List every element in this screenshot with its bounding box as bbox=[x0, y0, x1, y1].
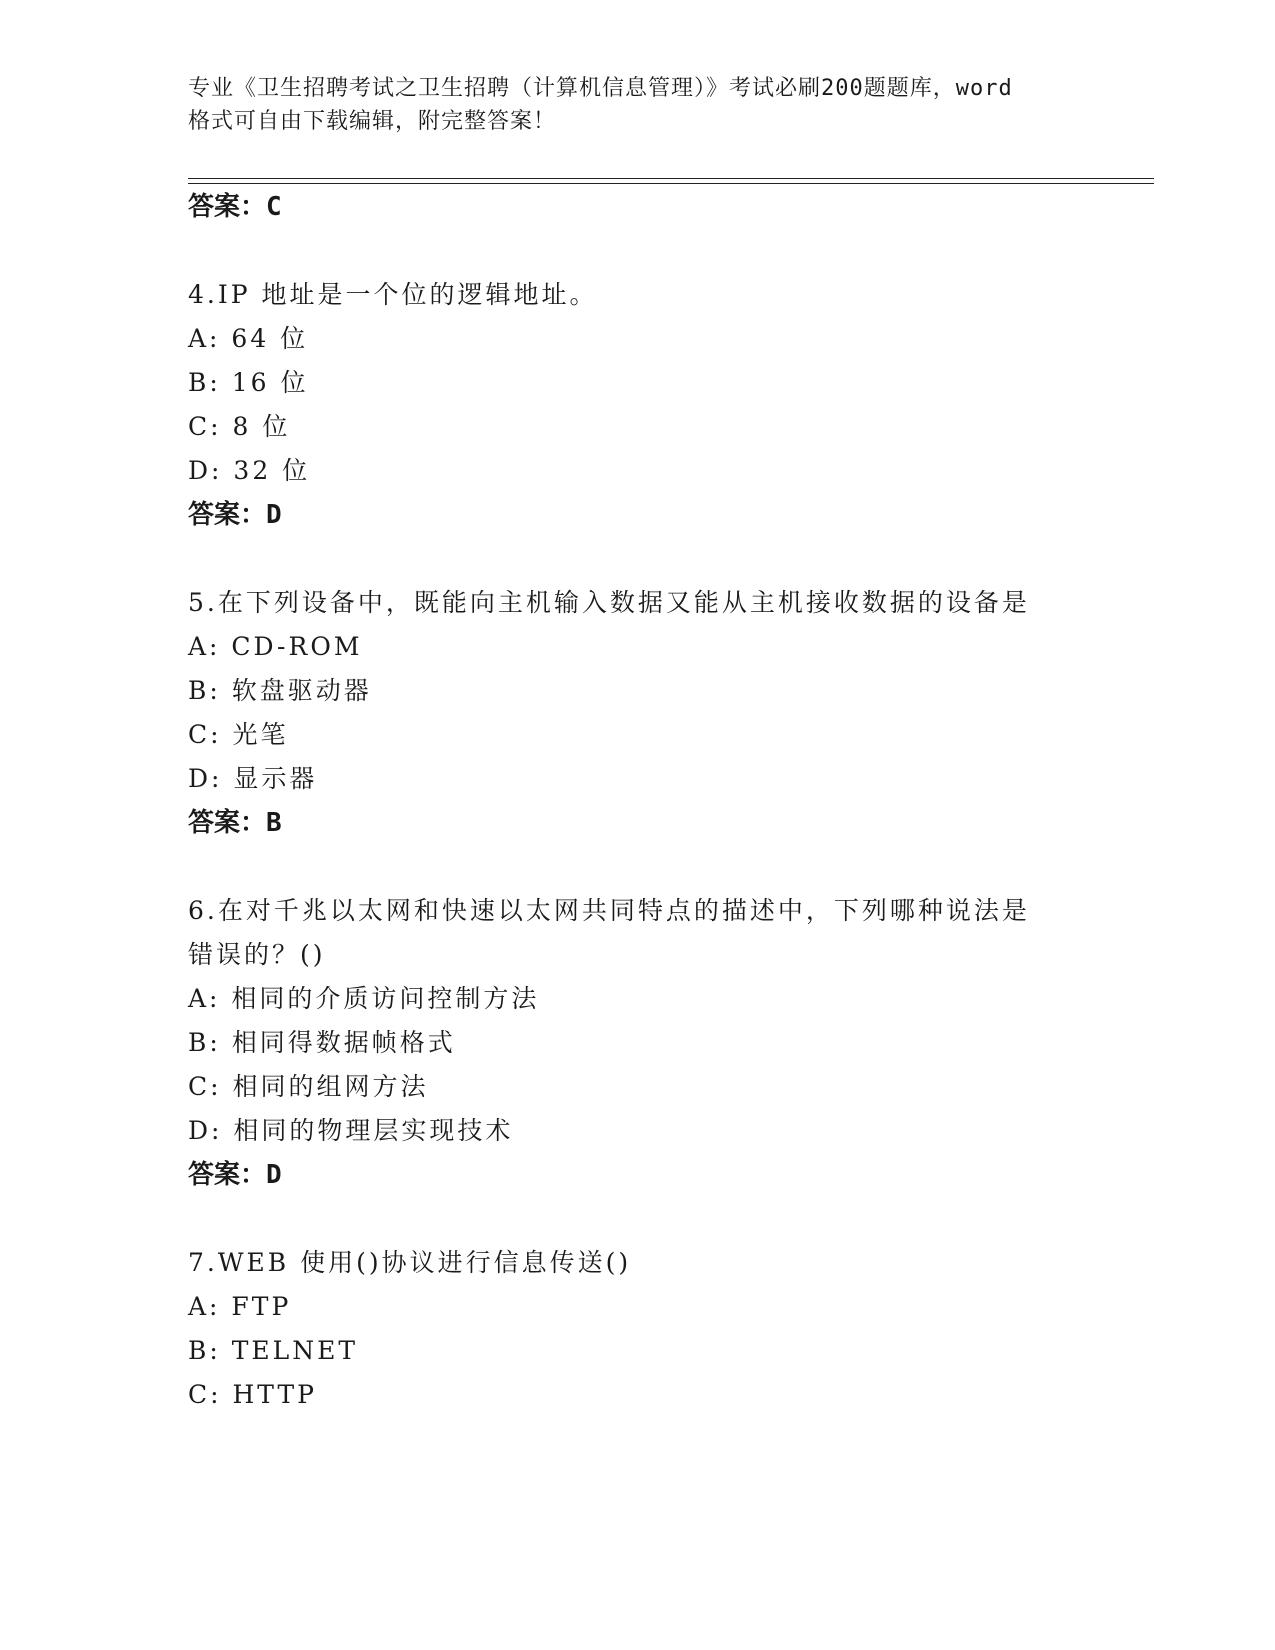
question-7-option-a: A: FTP bbox=[188, 1292, 292, 1321]
header-divider-top bbox=[188, 178, 1154, 179]
question-5-option-c: C: 光笔 bbox=[188, 720, 289, 749]
question-5-option-b: B: 软盘驱动器 bbox=[188, 676, 372, 705]
question-6-text-line-1: 6.在对千兆以太网和快速以太网共同特点的描述中，下列哪种说法是 bbox=[188, 896, 1030, 925]
question-5-option-d: D: 显示器 bbox=[188, 764, 318, 793]
question-4-answer: 答案：D bbox=[188, 500, 282, 530]
document-header bbox=[188, 72, 1088, 138]
question-6-option-a: A: 相同的介质访问控制方法 bbox=[188, 984, 540, 1013]
header-title-line-2: 格式可自由下载编辑，附完整答案！ bbox=[188, 109, 557, 134]
question-5-option-a: A: CD-ROM bbox=[188, 632, 363, 661]
question-7-option-c: C: HTTP bbox=[188, 1380, 317, 1409]
question-5-answer: 答案：B bbox=[188, 808, 282, 838]
header-title-line-1: 专业《卫生招聘考试之卫生招聘（计算机信息管理）》考试必刷200题题库，word bbox=[188, 76, 1013, 101]
question-4-text: 4.IP 地址是一个位的逻辑地址。 bbox=[188, 280, 598, 309]
question-5-text: 5.在下列设备中，既能向主机输入数据又能从主机接收数据的设备是 bbox=[188, 588, 1030, 617]
question-6-option-c: C: 相同的组网方法 bbox=[188, 1072, 429, 1101]
previous-answer: 答案：C bbox=[188, 192, 282, 222]
question-7-option-b: B: TELNET bbox=[188, 1336, 359, 1365]
question-6-answer: 答案：D bbox=[188, 1160, 282, 1190]
question-4-option-d: D: 32 位 bbox=[188, 456, 311, 485]
header-divider-bottom bbox=[188, 183, 1154, 184]
question-6-option-b: B: 相同得数据帧格式 bbox=[188, 1028, 456, 1057]
question-6-option-d: D: 相同的物理层实现技术 bbox=[188, 1116, 514, 1145]
question-4-option-c: C: 8 位 bbox=[188, 412, 291, 441]
question-4-option-b: B: 16 位 bbox=[188, 368, 309, 397]
question-6-text-line-2: 错误的？() bbox=[188, 940, 326, 969]
question-4-option-a: A: 64 位 bbox=[188, 324, 309, 353]
question-7-text: 7.WEB 使用()协议进行信息传送() bbox=[188, 1248, 632, 1277]
